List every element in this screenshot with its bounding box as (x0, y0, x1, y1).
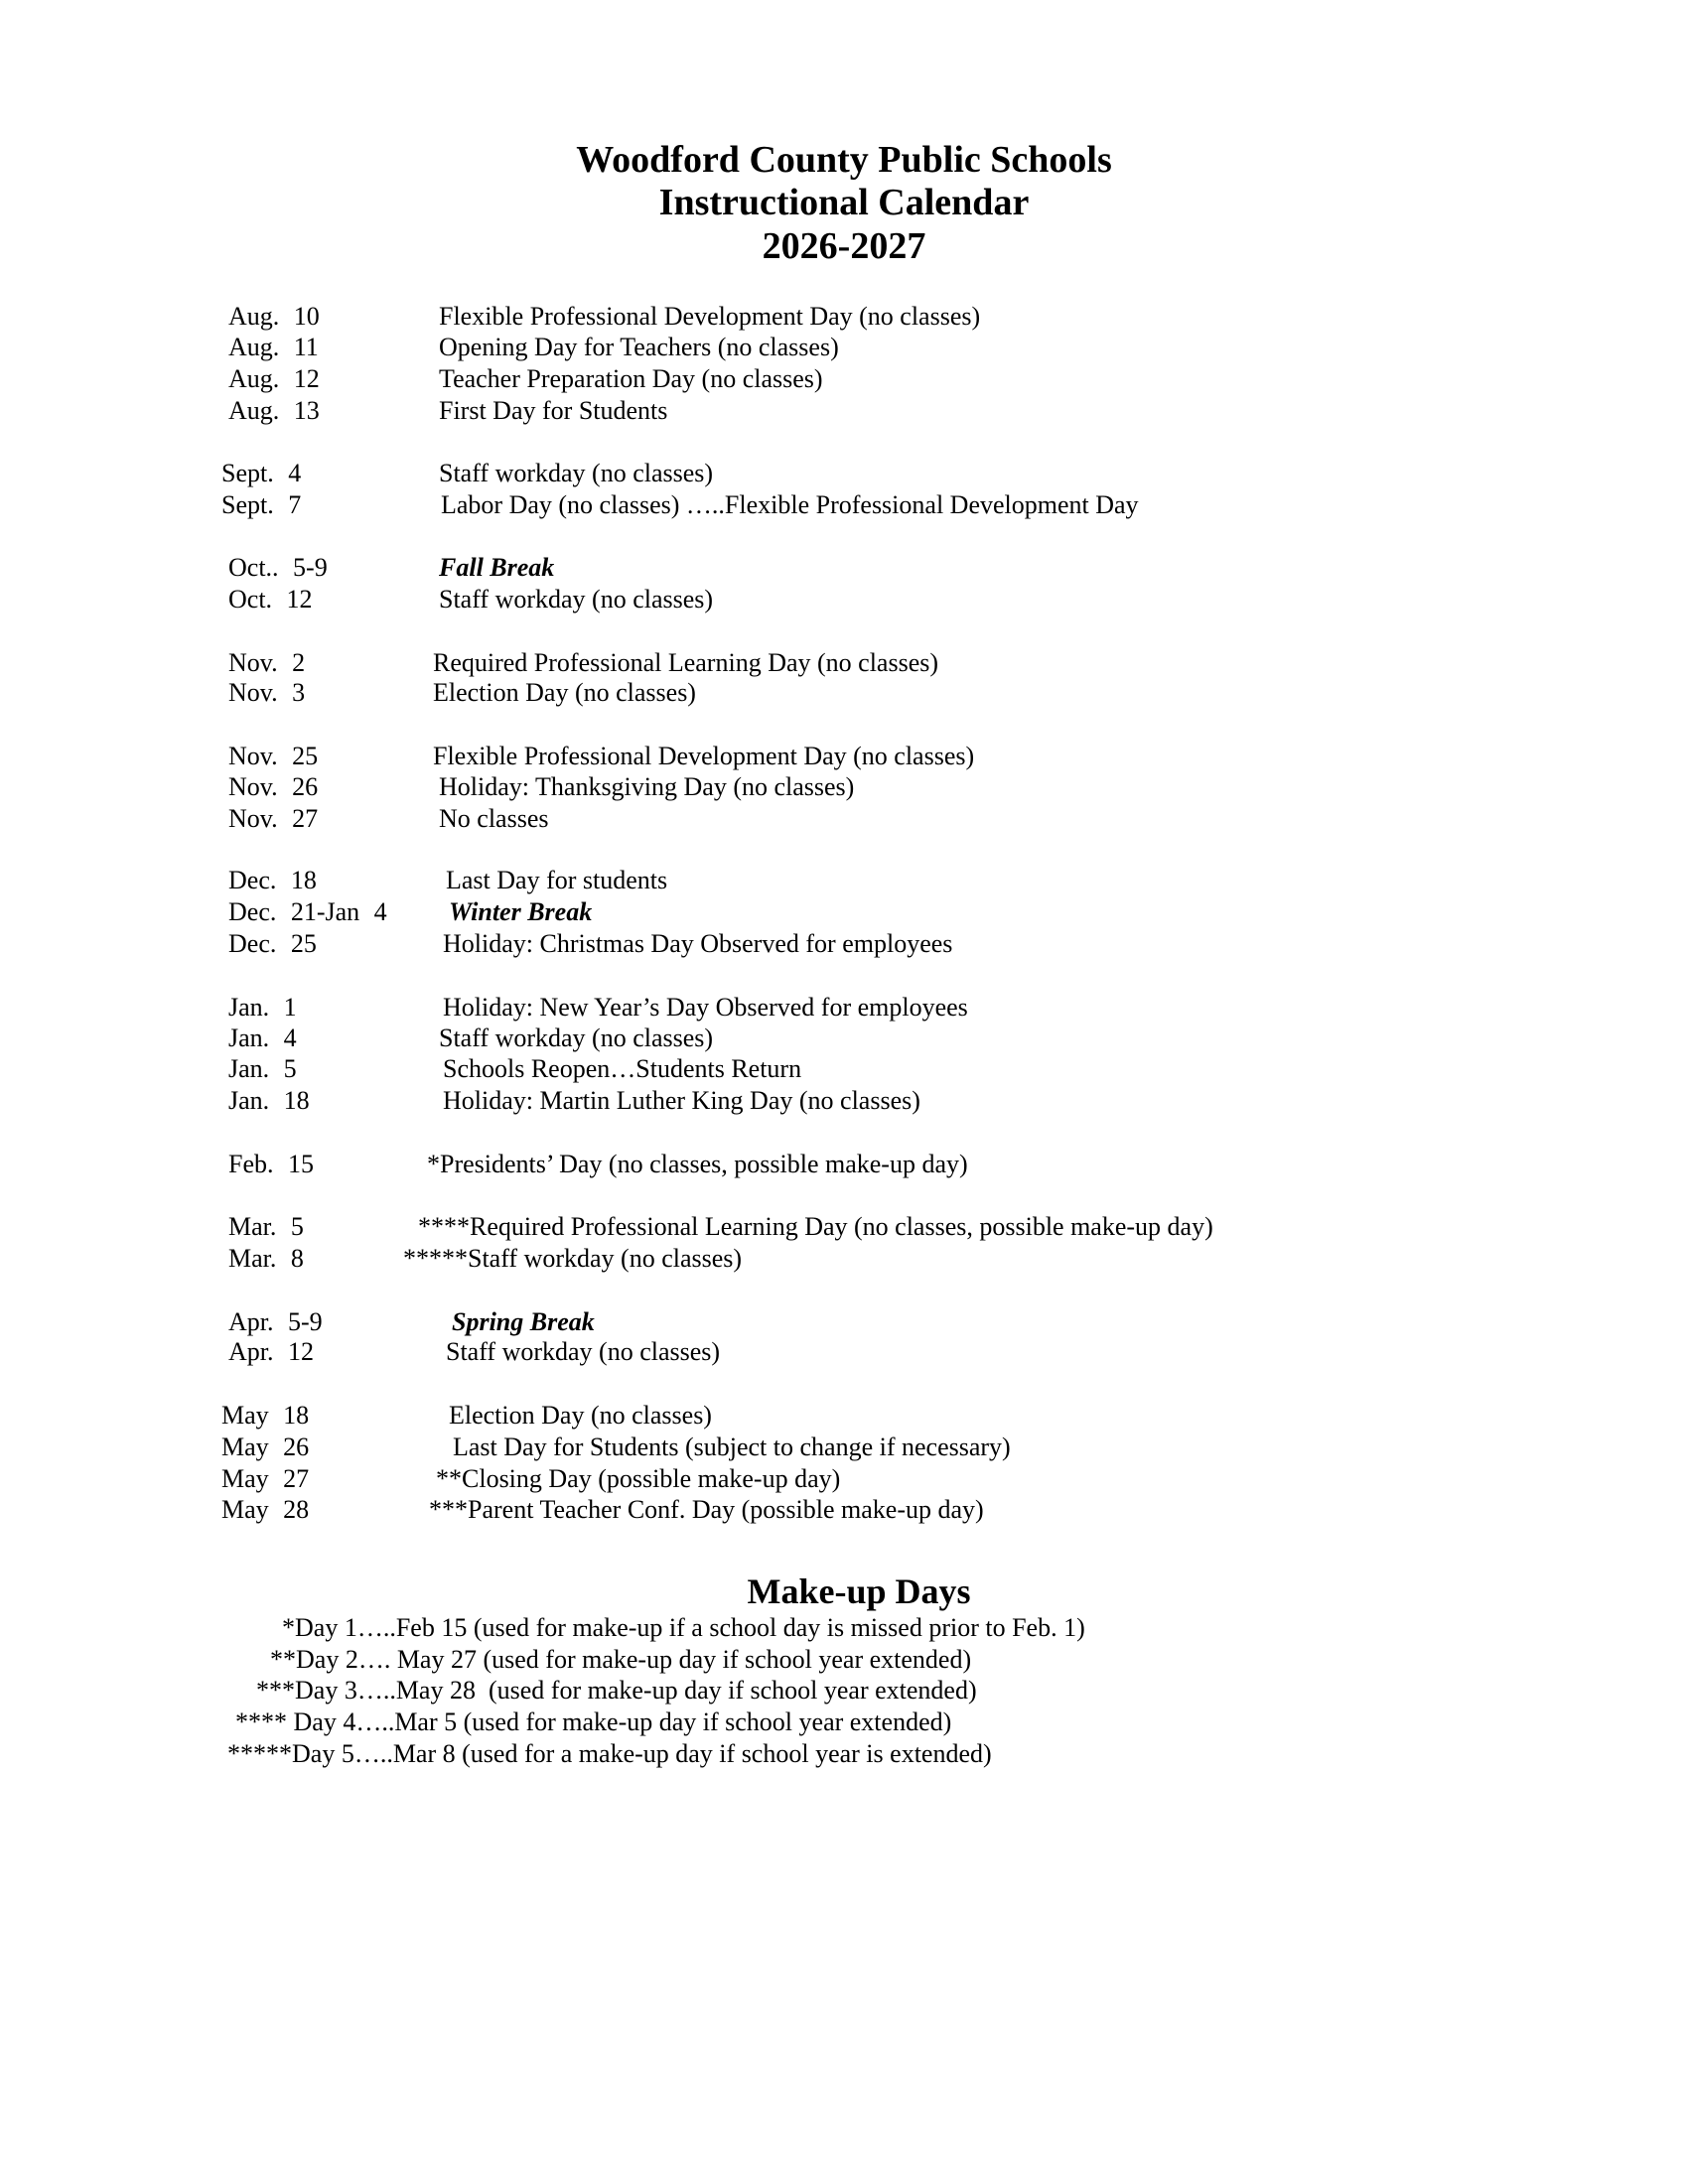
event-date: Jan. 1 (228, 993, 297, 1022)
event-date: Dec. 21-Jan 4 (228, 897, 387, 926)
event-description: Holiday: New Year’s Day Observed for employees (443, 993, 968, 1022)
event-row (0, 929, 1688, 959)
event-date: Jan. 4 (228, 1024, 297, 1052)
event-description: **Closing Day (possible make-up day) (436, 1464, 841, 1493)
event-description: Fall Break (439, 553, 555, 582)
calendar-title: Instructional Calendar (658, 182, 1030, 223)
event-date: Aug. 12 (228, 364, 320, 393)
event-description: Holiday: Christmas Day Observed for employees (443, 929, 953, 958)
event-description: Teacher Preparation Day (no classes) (439, 364, 823, 393)
district-name: Woodford County Public Schools (576, 139, 1112, 181)
event-date: Nov. 25 (228, 742, 319, 770)
makeup-day-item: *Day 1…..Feb 15 (used for make-up if a school day is missed prior to Feb. 1) (282, 1613, 1085, 1642)
event-description: Last Day for students (446, 866, 668, 894)
event-date: Nov. 3 (228, 678, 306, 707)
event-description: Staff workday (no classes) (439, 585, 714, 614)
event-row (0, 490, 1688, 520)
event-date: Oct. 12 (228, 585, 313, 614)
event-row (0, 302, 1688, 332)
event-row (0, 772, 1688, 802)
event-description: Election Day (no classes) (433, 678, 696, 707)
event-row (0, 364, 1688, 394)
event-row (0, 459, 1688, 488)
event-description: First Day for Students (439, 396, 668, 425)
event-description: ***Parent Teacher Conf. Day (possible make-up day) (429, 1495, 984, 1524)
event-description: Staff workday (no classes) (439, 1024, 714, 1052)
event-date: Aug. 10 (228, 302, 320, 331)
event-row (0, 1054, 1688, 1084)
event-description: Flexible Professional Development Day (no classes) (439, 302, 981, 331)
event-row (0, 648, 1688, 678)
makeup-day-item: ***Day 3…..May 28 (used for make-up day if school year extended) (256, 1676, 977, 1705)
event-description: Schools Reopen…Students Return (443, 1054, 802, 1083)
event-row (0, 1433, 1688, 1462)
event-row (0, 396, 1688, 426)
event-date: Dec. 18 (228, 866, 317, 894)
event-date: Mar. 5 (228, 1212, 304, 1241)
event-description: Last Day for Students (subject to change if necessary) (453, 1433, 1011, 1461)
event-description: Winter Break (449, 897, 593, 926)
event-description: Holiday: Martin Luther King Day (no classes) (443, 1086, 920, 1115)
event-description: Flexible Professional Development Day (no classes) (433, 742, 975, 770)
event-date: May 28 (221, 1495, 310, 1524)
event-description: Holiday: Thanksgiving Day (no classes) (439, 772, 855, 801)
event-date: Sept. 7 (221, 490, 302, 519)
event-date: May 18 (221, 1401, 310, 1430)
event-row (0, 585, 1688, 614)
event-date: Jan. 18 (228, 1086, 310, 1115)
event-row (0, 333, 1688, 362)
makeup-day-item: **Day 2…. May 27 (used for make-up day if school year extended) (270, 1645, 972, 1674)
makeup-day-item: **** Day 4…..Mar 5 (used for make-up day if school year extended) (235, 1707, 952, 1736)
event-date: Jan. 5 (228, 1054, 297, 1083)
event-date: Apr. 5-9 (228, 1307, 323, 1336)
event-row (0, 678, 1688, 708)
event-row (0, 1086, 1688, 1116)
event-date: Aug. 13 (228, 396, 320, 425)
event-date: Nov. 27 (228, 804, 319, 833)
event-date: Sept. 4 (221, 459, 302, 487)
event-date: Aug. 11 (228, 333, 319, 361)
event-row (0, 1337, 1688, 1367)
event-row (0, 553, 1688, 583)
event-description: Required Professional Learning Day (no classes) (433, 648, 939, 677)
event-row (0, 742, 1688, 771)
event-description: Labor Day (no classes) …..Flexible Professional Development Day (441, 490, 1139, 519)
event-description: ****Required Professional Learning Day (no classes, possible make-up day) (418, 1212, 1213, 1241)
event-row (0, 993, 1688, 1023)
event-date: May 27 (221, 1464, 310, 1493)
event-row (0, 1464, 1688, 1494)
event-date: May 26 (221, 1433, 310, 1461)
event-row (0, 866, 1688, 895)
event-description: Election Day (no classes) (449, 1401, 712, 1430)
event-description: Opening Day for Teachers (no classes) (439, 333, 839, 361)
event-date: Apr. 12 (228, 1337, 314, 1366)
event-date: Dec. 25 (228, 929, 317, 958)
event-row (0, 1495, 1688, 1525)
event-description: Spring Break (452, 1307, 595, 1336)
event-date: Mar. 8 (228, 1244, 304, 1273)
event-description: Staff workday (no classes) (446, 1337, 721, 1366)
school-year: 2026-2027 (762, 225, 926, 267)
makeup-day-item: *****Day 5…..Mar 8 (used for a make-up day if school year is extended) (227, 1739, 992, 1768)
event-date: Feb. 15 (228, 1150, 314, 1178)
event-date: Nov. 2 (228, 648, 306, 677)
event-description: *****Staff workday (no classes) (403, 1244, 743, 1273)
event-row (0, 1212, 1688, 1242)
event-row (0, 1150, 1688, 1179)
event-description: Staff workday (no classes) (439, 459, 714, 487)
event-row (0, 897, 1688, 927)
makeup-days-heading: Make-up Days (747, 1571, 971, 1611)
event-row (0, 1024, 1688, 1053)
event-row (0, 1307, 1688, 1337)
event-row (0, 804, 1688, 834)
event-description: *Presidents’ Day (no classes, possible make-up day) (427, 1150, 968, 1178)
event-row (0, 1244, 1688, 1274)
event-date: Oct.. 5-9 (228, 553, 328, 582)
event-description: No classes (439, 804, 549, 833)
event-date: Nov. 26 (228, 772, 319, 801)
event-row (0, 1401, 1688, 1431)
